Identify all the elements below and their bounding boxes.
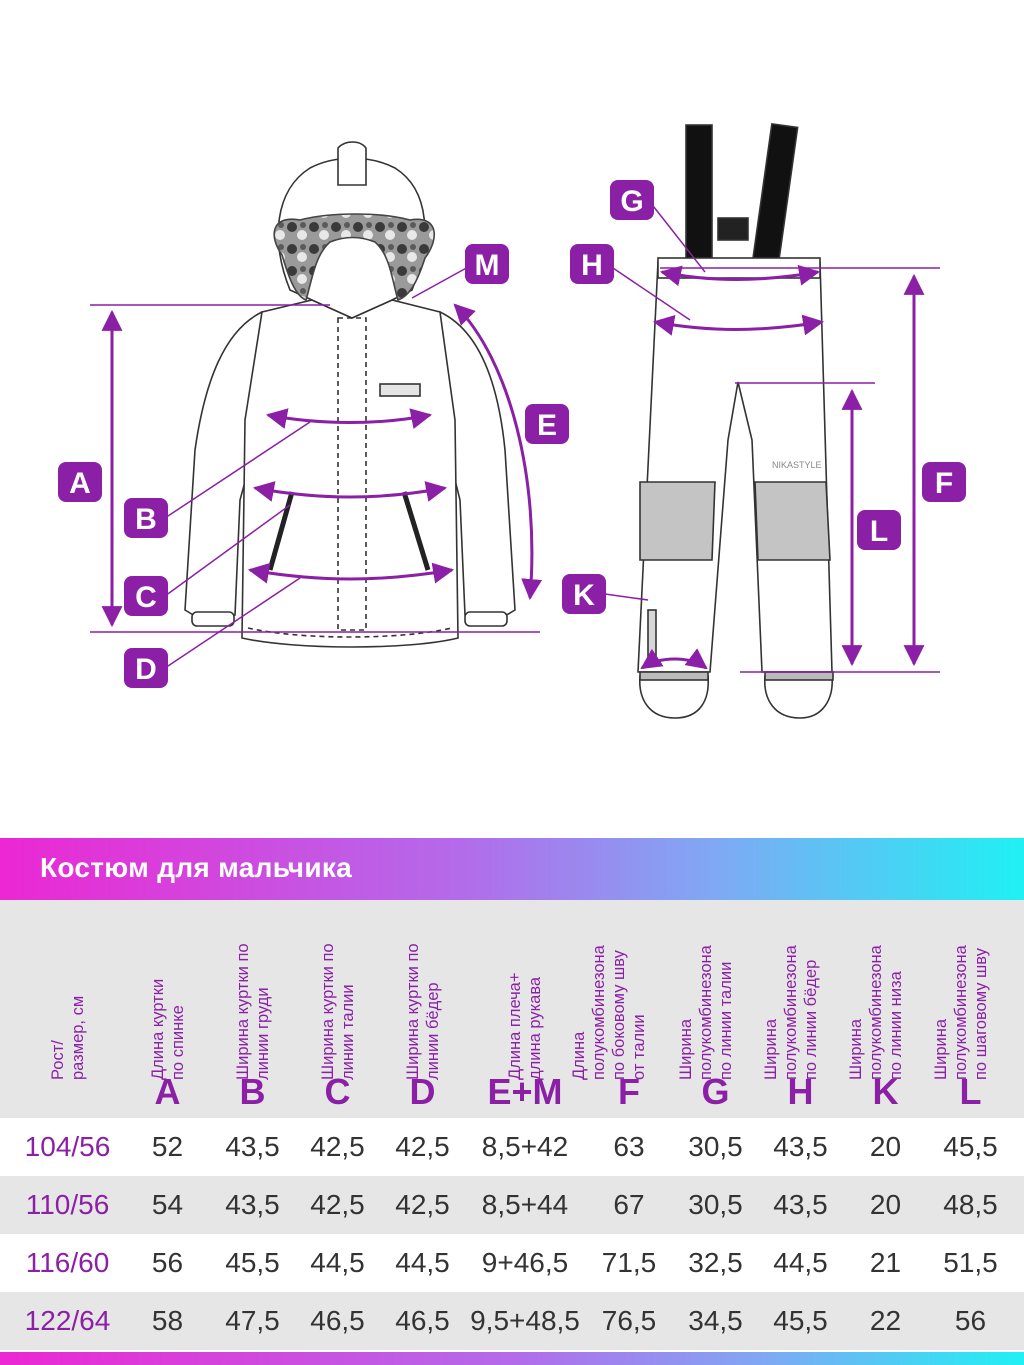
value-cell: 46,5 <box>395 1305 450 1336</box>
svg-text:G: G <box>620 185 644 218</box>
size-table-header <box>0 900 1024 1118</box>
svg-text:F: F <box>934 467 954 500</box>
right-knee-patch <box>755 482 830 560</box>
value-cell: 44,5 <box>310 1247 365 1278</box>
svg-text:B: B <box>135 503 157 536</box>
badge-b <box>124 498 168 538</box>
value-cell: 9+46,5 <box>481 1247 569 1278</box>
badge-k <box>562 574 606 614</box>
value-cell: 21 <box>869 1247 902 1278</box>
table-row <box>0 1118 1024 1176</box>
left-strap <box>686 125 712 265</box>
value-cell: 43,5 <box>225 1131 280 1162</box>
right-gaiter <box>765 676 832 718</box>
value-cell: 32,5 <box>688 1247 743 1278</box>
value-cell: 63 <box>613 1131 645 1162</box>
value-cell: 51,5 <box>943 1247 998 1278</box>
value-cell: 34,5 <box>688 1305 743 1336</box>
left-gaiter <box>640 676 708 718</box>
value-cell: 67 <box>613 1189 645 1220</box>
value-cell: 54 <box>151 1189 184 1220</box>
size-cell: 122/64 <box>24 1305 111 1336</box>
value-cell: 56 <box>151 1247 184 1278</box>
left-cuff-band <box>640 672 708 680</box>
jacket-drawing <box>185 142 515 647</box>
svg-text:E: E <box>536 409 558 442</box>
header-l: Ширина полукомбинезона по шаговому шву L <box>931 945 990 1112</box>
size-cell: 104/56 <box>24 1131 111 1162</box>
jacket-left-cuff <box>192 612 234 626</box>
value-cell: 20 <box>869 1131 902 1162</box>
chest-reflective-strip <box>380 384 420 396</box>
value-cell: 44,5 <box>773 1247 828 1278</box>
svg-text:A: A <box>69 467 91 500</box>
jacket-right-cuff <box>465 612 507 626</box>
header-d: Ширина куртки по линии бёдер D <box>403 943 442 1112</box>
table-row <box>0 1234 1024 1292</box>
header-c: Ширина куртки по линии талии C <box>318 943 357 1112</box>
value-cell: 48,5 <box>943 1189 998 1220</box>
value-cell: 56 <box>954 1305 987 1336</box>
strap-buckle <box>718 218 748 240</box>
size-cell: 116/60 <box>25 1247 110 1278</box>
size-table-title: Костюм для мальчика <box>40 852 353 883</box>
value-cell: 45,5 <box>943 1131 998 1162</box>
svg-text:L: L <box>869 515 889 548</box>
header-k: Ширина полукомбинезона по линии низа K <box>846 945 905 1112</box>
table-row <box>0 1176 1024 1234</box>
svg-text:C: C <box>135 581 157 614</box>
value-cell: 42,5 <box>395 1189 450 1220</box>
value-cell: 44,5 <box>395 1247 450 1278</box>
badge-a <box>58 462 102 502</box>
svg-text:D: D <box>135 653 157 686</box>
size-cell: 110/56 <box>25 1189 110 1220</box>
right-strap <box>752 124 797 266</box>
header-b: Ширина куртки по линии груди B <box>233 943 272 1112</box>
value-cell: 46,5 <box>310 1305 365 1336</box>
header-a: Длина куртки по спинке A <box>148 978 187 1112</box>
svg-text:H: H <box>581 249 603 282</box>
value-cell: 52 <box>151 1131 184 1162</box>
table-row <box>0 1292 1024 1350</box>
value-cell: 43,5 <box>225 1189 280 1220</box>
right-cuff-band <box>765 672 833 680</box>
value-cell: 43,5 <box>773 1189 828 1220</box>
value-cell: 42,5 <box>310 1189 365 1220</box>
badge-g <box>610 180 654 220</box>
value-cell: 45,5 <box>773 1305 828 1336</box>
hood-tab <box>338 142 366 185</box>
value-cell: 76,5 <box>601 1305 657 1336</box>
badge-e <box>525 404 569 444</box>
value-cell: 45,5 <box>225 1247 280 1278</box>
badge-f <box>922 462 966 502</box>
value-cell: 8,5+44 <box>481 1189 569 1220</box>
value-cell: 58 <box>151 1305 184 1336</box>
value-cell: 8,5+42 <box>481 1131 569 1162</box>
value-cell: 9,5+48,5 <box>470 1305 580 1336</box>
pants-drawing <box>638 124 833 718</box>
badge-c <box>124 576 168 616</box>
header-em: Длина плеча+ длина рукава E+M <box>487 972 563 1112</box>
value-cell: 42,5 <box>395 1131 450 1162</box>
value-cell: 30,5 <box>688 1131 743 1162</box>
badge-d <box>124 648 168 688</box>
bottom-gradient-bar <box>0 1352 1024 1365</box>
value-cell: 30,5 <box>688 1189 743 1220</box>
reflective-stripe <box>648 610 656 660</box>
value-cell: 22 <box>869 1305 902 1336</box>
badge-l <box>857 510 901 550</box>
value-cell: 20 <box>869 1189 902 1220</box>
value-cell: 42,5 <box>310 1131 365 1162</box>
value-cell: 71,5 <box>601 1247 657 1278</box>
value-cell: 47,5 <box>225 1305 280 1336</box>
badge-m <box>465 244 509 284</box>
svg-text:K: K <box>573 579 595 612</box>
header-size: Рост/ размер, см <box>48 995 87 1080</box>
value-cell: 43,5 <box>773 1131 828 1162</box>
svg-text:M: M <box>474 249 500 282</box>
header-h: Ширина полукомбинезона по линии бёдер H <box>761 945 820 1112</box>
header-g: Ширина полукомбинезона по линии талии G <box>676 945 735 1112</box>
left-knee-patch <box>640 482 715 560</box>
pants-brand-print: NIKASTYLE <box>772 460 822 470</box>
badge-h <box>570 244 614 284</box>
header-f: Длина полукомбинезона по боковому шву от талии F <box>570 945 648 1112</box>
